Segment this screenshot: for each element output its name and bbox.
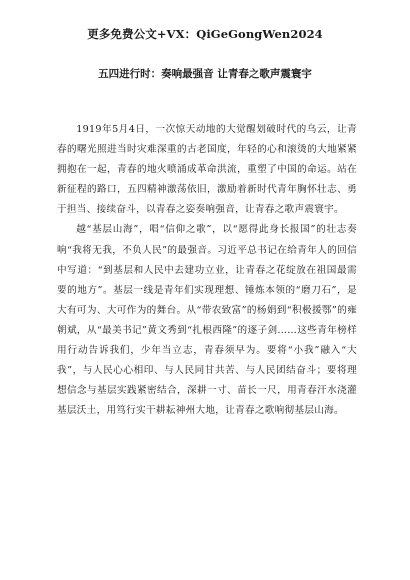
body-paragraph-1: 1919年5月4日，一次惊天动地的大觉醒划破时代的乌云，让青春的曙光照进当时灾难深重的古老国度，年轻的心和滚烫的大地紧紧拥抱在一起，青春的地火喷涌成革命洪流，重塑了中国的命运。站在新征程的路口，五四精神激荡依旧，激励着新时代青年胸怀壮志、勇于担当、接续奋斗，以青春之姿奏响强音，让青春之歌声震寰宇。 [57,124,357,216]
article-title: 五四进行时：奏响最强音 让青春之歌声震寰宇 [98,68,312,80]
page-header: 更多免费公文+VX：QiGeGongWen2024 [87,27,323,41]
article-body [57,120,357,421]
body-paragraph-2: 越“基层山海”，唱“信仰之歌”，以“愿得此身长报国”的壮志奏响“我将无我，不负人民”的最强音。习近平总书记在给青年人的回信中写道：“到基层和人民中去建功立业，让青春之花绽放在祖国最需要的地方”。基层一线是青年们实现理想、锤炼本领的“磨刀石”，是大有可为、大可作为的舞台。从“带农致富”的杨娟到“积极援鄂”的雍朝斌，从“最美书记”黄文秀到“扎根西隆”的逐子剑……这些青年榜样用行动告诉我们，少年当立志，青春须早为。要将“小我”融入“大我”，与人民心心相印、与人民同甘共苦、与人民团结奋斗；要将理想信念与基层实践紧密结合，深耕一寸、苗长一尺，用青春汗水浇灌基层沃土，用笃行实干耕耘神州大地，让青春之歌响彻基层山海。 [57,224,357,417]
